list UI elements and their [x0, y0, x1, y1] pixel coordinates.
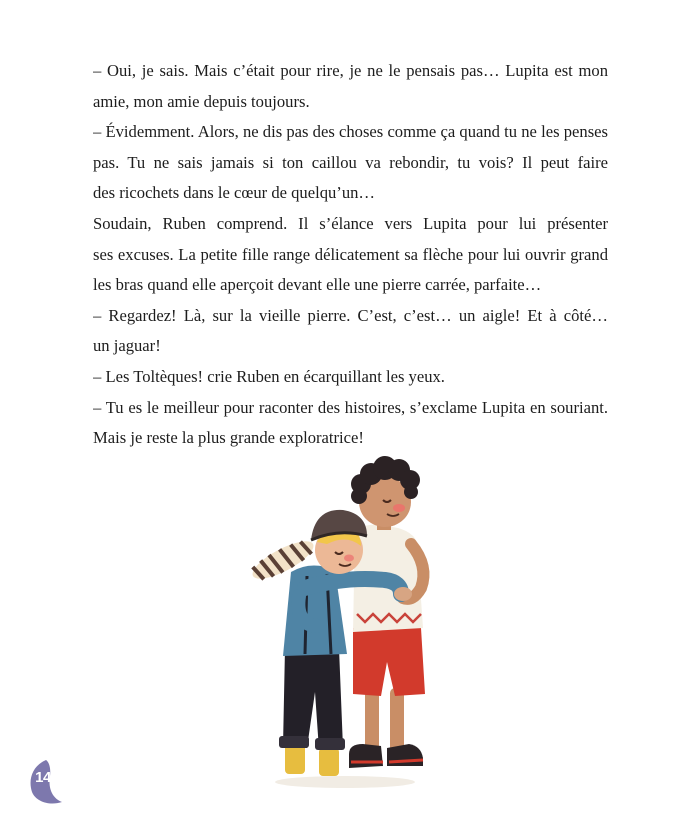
story-line: Mais je reste la plus grande exploratrice!: [93, 428, 364, 448]
story-line: ses excuses. La petite fille range délicatement sa flèche pour lui ouvrir grand: [93, 244, 608, 264]
story-text: [93, 56, 608, 454]
story-line: – Évidemment. Alors, ne dis pas des choses comme ça quand tu ne les penses: [93, 122, 608, 142]
story-line: – Regardez! Là, sur la vieille pierre. C’est, c’est… un aigle! Et à côté…: [93, 305, 608, 325]
hug-illustration: [235, 448, 455, 793]
story-line: amie, mon amie depuis toujours.: [93, 91, 310, 111]
page-number: 14: [35, 769, 51, 786]
story-line: les bras quand elle aperçoit devant elle une pierre carrée, parfaite…: [93, 275, 542, 295]
story-line: des ricochets dans le cœur de quelqu’un…: [93, 183, 376, 203]
story-line: – Tu es le meilleur pour raconter des histoires, s’exclame Lupita en souriant.: [93, 397, 608, 417]
story-line: Soudain, Ruben comprend. Il s’élance vers Lupita pour lui présenter: [93, 213, 608, 233]
ruben-figure: [349, 456, 425, 768]
story-line: – Les Toltèques! crie Ruben en écarquillant les yeux.: [93, 366, 445, 386]
story-line: pas. Tu ne sais jamais si ton caillou va rebondir, tu vois? Il peut faire: [93, 152, 608, 172]
story-line: – Oui, je sais. Mais c’était pour rire, je ne le pensais pas… Lupita est mon: [93, 61, 608, 80]
story-line: un jaguar!: [93, 336, 161, 356]
ground-shadow: [275, 776, 415, 788]
